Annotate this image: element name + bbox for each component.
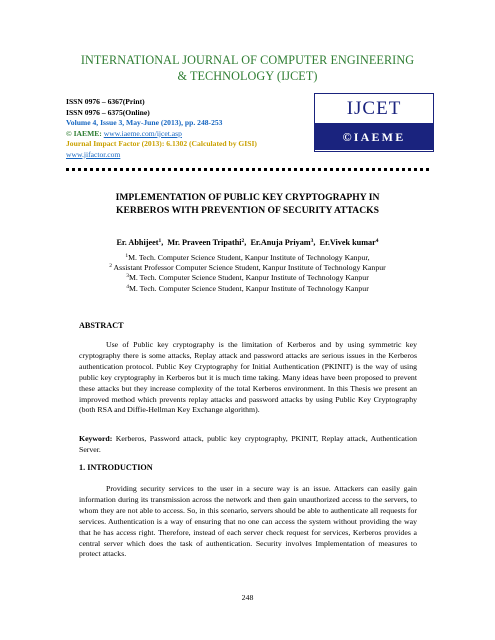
keywords-paragraph [79,434,417,456]
author-sup: 2 [241,238,245,244]
keywords-label: Keyword: [79,434,113,443]
keywords-text: Kerberos, Password attack, public key cryptography, PKINIT, Replay attack, Authentication Server. [79,434,417,454]
author-name: Er.Anuja Priyam [250,238,311,247]
introduction-text: Providing security services to the user in a secure way is an issue. Attackers can easily gain information during its transmission across the network and then gain unauthorized access to the servers, to whom they are not able to access. So, in this scenario, servers should be able to authenticate all requests for services. Authentication is a way of ensuring that no one can access the system without providing the way that he has access right. Therefore, instead of each server check request for services, Kerberos provides a central server which does the task of authentication. Security involves Implementation of measures to protect attacks. [79,484,417,559]
journal-title-line2: & TECHNOLOGY (IJCET) [177,69,318,83]
affiliation-text: Assistant Professor Computer Science Student, Kanpur Institute of Technology Kanpur [112,263,386,273]
abstract-heading: ABSTRACT [79,321,124,330]
paper-title [60,192,435,217]
affiliations [40,253,455,294]
issn-online: ISSN 0976 – 6375(Online) [66,107,150,117]
journal-title-line1: INTERNATIONAL JOURNAL OF COMPUTER ENGINEERING [80,53,415,67]
affiliation-text: M. Tech. Computer Science Student, Kanpur Institute of Technology Kanpur [128,283,369,293]
affiliation-sup: 1 [125,253,129,259]
affiliation-text: M. Tech. Computer Science Student, Kanpur Institute of Technology Kanpur [128,273,369,283]
introduction-heading: 1. INTRODUCTION [79,463,153,472]
logo-bottom-text: ©IAEME [315,124,433,150]
author-name: Mr. Praveen Tripathi [167,238,242,247]
logo-top-text: IJCET [315,94,433,124]
author-name: Er.Vivek kumar [319,238,376,247]
author-list [60,237,435,248]
author-sep: , [313,238,320,247]
issn-print: ISSN 0976 – 6367(Print) [66,97,145,106]
affiliation-sup: 4 [126,283,129,290]
author-sep: , [244,238,251,247]
author-sup: 1 [158,238,162,244]
affiliation-line [40,253,455,263]
ijcet-logo [314,93,434,152]
paper-title-line2: KERBEROS WITH PREVENTION OF SECURITY ATTACKS [116,204,379,216]
iaeme-line [66,129,257,140]
affiliation-line [40,273,455,283]
journal-info [66,97,257,161]
volume-info: Volume 4, Issue 3, May-June (2013), pp. 248-253 [66,118,223,128]
author-name: Er. Abhijeet [116,238,159,247]
page-number: 248 [241,593,254,602]
affiliation-sup: 3 [126,273,129,280]
affiliation-line [40,263,455,273]
iaeme-link[interactable]: www.iaeme.com/ijcet.asp [103,128,182,138]
affiliation-line [40,284,455,294]
journal-title [40,52,455,84]
jifactor-link[interactable]: www.jifactor.com [66,149,121,159]
impact-factor: Journal Impact Factor (2013): 6.1302 (Calculated by GISI) [66,139,257,149]
abstract-text: Use of Public key cryptography is the limitation of Kerberos and by using symmetric key cryptography there is some attacks, Replay attack and password attacks are serious issues in the Kerberos authentication protocol. Public Key Cryptography for Initial Authentication (PKINIT) is the way of using public key cryptography in Kerberos but it is much time taking. Many ideas have been proposed to prevent these attacks but they increase complexity of the total Kerberos environment. In this Thesis we present an improved method which prevents replay attacks and password attacks by using Public Key Cryptography (both RSA and Diffie-Hellman Key Exchange algorithm). [79,340,417,415]
affiliation-sup: 2 [109,263,113,270]
affiliation-text: M. Tech. Computer Science Student, Kanpur Institute of Technology Kanpur, [128,253,370,262]
author-sup: 3 [310,238,314,244]
author-sup: 4 [375,238,379,244]
author-sep: , [161,238,168,247]
dotted-divider [66,168,429,171]
iaeme-label: © IAEME: [66,128,104,138]
paper-title-line1: IMPLEMENTATION OF PUBLIC KEY CRYPTOGRAPHY IN [115,192,380,203]
